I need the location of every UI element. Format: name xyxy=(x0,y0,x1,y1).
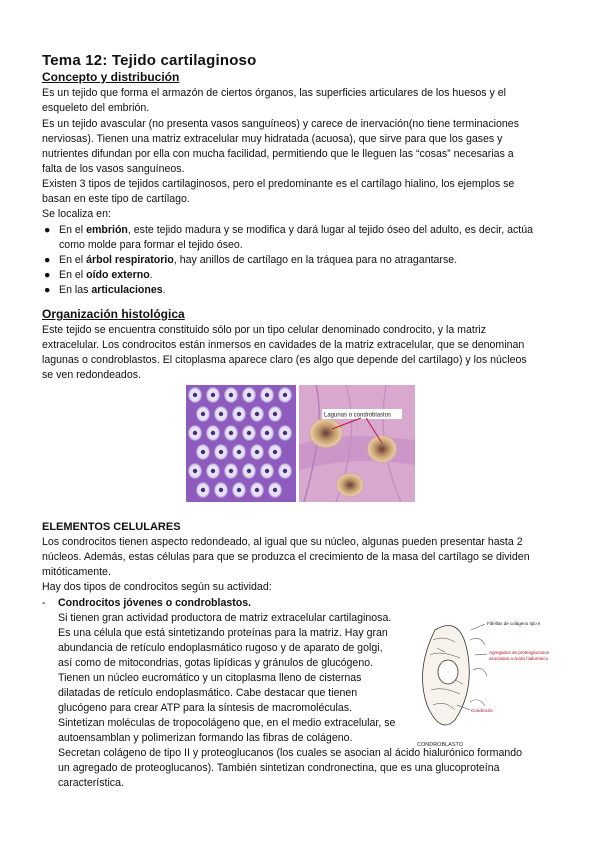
cell-nucleus xyxy=(255,412,259,416)
cell-nucleus xyxy=(283,393,287,397)
cell-nucleus xyxy=(283,469,287,473)
cell-nucleus xyxy=(255,450,259,454)
micrograph-figure xyxy=(186,385,415,502)
cell-nucleus xyxy=(265,393,269,397)
condroblast-diagram xyxy=(415,610,560,750)
paragraph-line: Los condrocitos tienen aspecto redondeado, al igual que su núcleo, algunas pueden presentar hasta 2 xyxy=(42,536,523,548)
cell-nucleus xyxy=(193,469,197,473)
paragraph-line: nerviosas). Tienen una matriz extracelular muy hidratada (acuosa), que sirve para que los gases y xyxy=(42,133,503,145)
cell-nucleus xyxy=(201,450,205,454)
diagram-label-asociados: asociados a ácido hialurónico xyxy=(489,656,549,661)
paragraph-line: Se localiza en: xyxy=(42,208,111,220)
paragraph-line: lagunas o condroblastos. El citoplasma aparece claro (es algo que depende del cartílago) y los núcleos xyxy=(42,354,527,366)
cell-nucleus xyxy=(265,469,269,473)
bullet-dot-icon: ● xyxy=(44,224,51,236)
section-heading-concepto: Concepto y distribución xyxy=(42,70,180,84)
bullet-text: En las articulaciones. xyxy=(59,284,166,296)
paragraph-line: falta de los vasos sanguíneos. xyxy=(42,163,185,175)
paragraph-line: Sintetizan moléculas de tropocolágeno que, en el medio extracelular, se xyxy=(58,717,396,729)
paragraph-line: Es una célula que está sintetizando proteínas para la matriz. Hay gran xyxy=(58,627,388,639)
paragraph-line: Hay dos tipos de condrocitos según su actividad: xyxy=(42,581,272,593)
paragraph-line: mitóticamente. xyxy=(42,566,111,578)
cell-nucleus xyxy=(265,431,269,435)
cell-nucleus xyxy=(237,412,241,416)
cell-nucleus xyxy=(247,469,251,473)
bullet-text: En el embrión, este tejido madura y se modifica y dará lugar al tejido óseo del adulto, es decir, actúa xyxy=(59,224,534,236)
hyaline-micrograph-right xyxy=(299,385,415,502)
paragraph-line: característica. xyxy=(58,777,124,789)
paragraph-line: Es un tejido avascular (no presenta vasos sanguíneos) y carece de inervación(no tiene terminaciones xyxy=(42,118,519,130)
paragraph-line: Si tienen gran actividad productora de matriz extracelular cartilaginosa. xyxy=(58,612,392,624)
section-heading-elementos: ELEMENTOS CELULARES xyxy=(42,521,181,533)
cell-nucleus xyxy=(237,488,241,492)
bullet-text: En el oído externo. xyxy=(59,269,153,281)
cell-nucleus xyxy=(211,469,215,473)
section-heading-organizacion: Organización histológica xyxy=(42,307,185,321)
cell-nucleus xyxy=(219,450,223,454)
paragraph-line: basan en este tipo de cartílago. xyxy=(42,193,190,205)
paragraph-line: así como de mitocondrias, gotas lipídicas y gránulos de glucógeno. xyxy=(58,657,374,669)
cell-nucleus xyxy=(229,431,233,435)
cell-nucleus xyxy=(201,488,205,492)
cell-nucleus xyxy=(201,412,205,416)
diagram-label-fibrillas: Fibrillas de colágeno tipo II xyxy=(487,621,541,626)
diagram-label-agregados: Agregados de proteoglucanos xyxy=(489,650,550,655)
cell-nucleus xyxy=(193,393,197,397)
page-title: Tema 12: Tejido cartilaginoso xyxy=(42,52,257,69)
cell-nucleus xyxy=(273,450,277,454)
cell-nucleus xyxy=(247,393,251,397)
cell-nucleus xyxy=(229,469,233,473)
figure-label: Lagunas o condroblastos xyxy=(324,412,392,419)
paragraph-line: Es un tejido que forma el armazón de ciertos órganos, las superficies articulares de los huesos y el xyxy=(42,87,507,99)
paragraph-line: esqueleto del embrión. xyxy=(42,102,150,114)
bullet-dot-icon: ● xyxy=(44,254,51,266)
paragraph-line: Secretan colágeno de tipo II y proteoglucanos (los cuales se asocian al ácido hialurónico formando xyxy=(58,747,523,759)
paragraph-line: Existen 3 tipos de tejidos cartilaginosos, pero el predominante es el cartílago hialino, los ejemplos se xyxy=(42,178,515,190)
cell-nucleus xyxy=(211,431,215,435)
cell-nucleus xyxy=(273,488,277,492)
bullet-dot-icon: ● xyxy=(44,284,51,296)
paragraph-line: Tienen un núcleo eucromático y un citoplasma lleno de cisternas xyxy=(58,672,362,684)
sub-heading: Condrocitos jóvenes o condroblastos. xyxy=(58,597,252,609)
paragraph-line: núcleos. Además, estas células para que se produzca el crecimiento de la masa del cartílago se dividen xyxy=(42,551,530,563)
dash-marker: - xyxy=(42,597,46,609)
cell-nucleus xyxy=(273,412,277,416)
cell-nucleus xyxy=(237,450,241,454)
bullet-dot-icon: ● xyxy=(44,269,51,281)
paragraph-line: dilatadas de retículo endoplasmático. Cabe destacar que tienen xyxy=(58,687,358,699)
paragraph-line: abundancia de retículo endoplasmático rugoso y de aparato de golgi, xyxy=(58,642,383,654)
document-page: Tema 12: Tejido cartilaginoso Concepto y distribución Es un tejido que forma el armazón de ciertos órganos, las superficies articulares de los huesos y el esqueleto del embrión. Es un tejido avascular (no presenta vasos sanguíneos) y carece de inervación(no tiene terminaciones nerviosas). Tienen una matriz extracelular muy hidratada (acuosa), que sirve para que los gases y nutrientes difundan por ella con mucha facilidad, permitiendo que le lleguen las “cosas” necesarias a falta de los vasos sanguíneos. Existen 3 tipos de tejidos cartilaginosos, pero el predominante es el cartílago hialino, los ejemplos se basan en este tipo de cartílago. Se localiza en: ● En el embrión, este tejido madura y se modifica y dará lugar al tejido óseo del adulto, es decir, actúa como molde para formar el tejido óseo. ● En el árbol respiratorio, hay anillos de cartílago en la tráquea para no atragantarse. ● En el oído externo. ● En las articulaciones. Organización histológica Este tejido se encuentra constituido sólo por un tipo celular denominado condrocito, y la matriz extracelular. Los condrocitos están inmersos en cavidades de la matriz extracelular, que se denominan lagunas o condroblastos. El citoplasma aparece claro (es algo que depende del cartílago) y los núcleos se ven redondeados. Lagunas o condroblastos ELEMENTOS CELULARES Los condrocitos tienen aspecto redondeado, al igual que su núcleo, algunas pueden presentar hasta 2 núcleos. Además, estas células para que se produzca el crecimiento de la masa del cartílago se dividen mitóticamente. Hay dos tipos de condrocitos según su actividad: - Condrocitos jóvenes o condroblastos. Si tienen gran actividad productora de matriz extracelular cartilaginosa. Es una célula que está sintetizando proteínas para la matriz. Hay gran abundancia de retículo endoplasmático rugoso y de aparato de golgi, así como de mitocondrias, gotas lipídicas y gránulos de glucógeno. Tienen un núcleo eucromático y un citoplasma lleno de cisternas dilatadas de retículo endoplasmático. Cabe destacar que tienen glucógeno para crear ATP para la síntesis de macromoléculas. Sintetizan moléculas de tropocolágeno que, en el medio extracelular, se autoensamblan y polimerizan formando las fibras de colágeno. Secretan colágeno de tipo II y proteoglucanos (los cuales se asocian al ácido hialurónico formando un agregado de proteoglucanos). También sintetizan condronectina, que es una glucoproteína característica. Fibrillas de colágeno tipo II Agregados de proteoglucanos asociados a ácido hialurónico Condrocito CONDROBLASTO xyxy=(0,0,600,848)
cell-nucleus xyxy=(211,393,215,397)
diagram-label-condrocito: Condrocito xyxy=(471,708,493,713)
bullet-text: En el árbol respiratorio, hay anillos de cartílago en la tráquea para no atragantarse. xyxy=(59,254,458,266)
paragraph-line: se ven redondeados. xyxy=(42,369,141,381)
cell-nucleus xyxy=(247,431,251,435)
paragraph-line: un agregado de proteoglucanos). También sintetizan condronectina, que es una glucoproteína xyxy=(58,762,500,774)
hyaline-micrograph-left xyxy=(186,385,296,502)
cell-nucleus xyxy=(283,431,287,435)
cell-nucleus xyxy=(219,412,223,416)
cell-nucleus xyxy=(193,431,197,435)
cell-nucleus xyxy=(219,488,223,492)
cell-nucleus xyxy=(255,488,259,492)
paragraph-line: Este tejido se encuentra constituido sólo por un tipo celular denominado condrocito, y la matriz xyxy=(42,324,487,336)
cell-nucleus xyxy=(229,393,233,397)
paragraph-line: autoensamblan y polimerizan formando las fibras de colágeno. xyxy=(58,732,353,744)
paragraph-line: glucógeno para crear ATP para la síntesis de macromoléculas. xyxy=(58,702,353,714)
paragraph-line: nutrientes difundan por ella con mucha facilidad, permitiendo que le lleguen las “cosas” necesarias a xyxy=(42,148,514,160)
paragraph-line: extracelular. Los condrocitos están inmersos en cavidades de la matriz extracelular, que se denominan xyxy=(42,339,525,351)
diagram-caption: CONDROBLASTO xyxy=(417,742,464,748)
